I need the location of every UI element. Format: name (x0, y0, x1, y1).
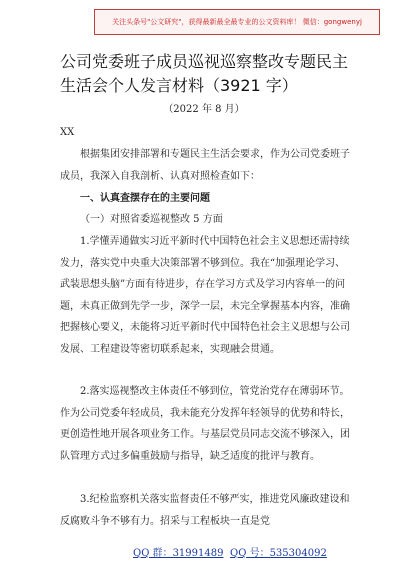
promo-banner-text: 关注头条号"公文研究"，获得最新最全最专业的公文资料库！ 微信：gongwenyj (112, 18, 362, 26)
section-heading-1: 一、认真查摆存在的主要问题 (80, 193, 210, 204)
paragraph-1: 1.学懂弄通做实习近平新时代中国特色社会主义思想还需持续发力，落实党中央重大决策部署不够到位。我在“加强理论学习、武装思想头脑”方面有待进步，存在学习方式及学习内容单一的问题，未真正做到先学一步，深学一层，未完全掌握基本内容，准确把握核心要义，未能将习近平新时代中国特色社会主义思想与公司发展、工程建设等密切联系起来，实现融会贯通。 (60, 236, 350, 355)
promo-banner (94, 9, 380, 35)
document-title: 公司党委班子成员巡视巡察整改专题民主生活会个人发言材料（3921 字） (60, 52, 349, 95)
paragraph-2: 2.落实巡视整改主体责任不够到位，管党治党存在薄弱环节。作为公司党委年轻成员，我未能充分发挥年轻领导的优势和特长，更创造性地开展各项业务工作。与基层党员同志交流不够深入，团队管理方式过多偏重鼓励与指导，缺乏适度的批评与教育。 (60, 386, 350, 462)
document-date: （2022 年 8 月） (163, 104, 245, 115)
qq-number-link[interactable]: QQ 号：535304092 (230, 548, 327, 559)
subsection-heading-1: （一）对照省委巡视整改 5 方面 (80, 214, 223, 225)
paragraph-3: 3.纪检监察机关落实监督责任不够严实，推进党风廉政建设和反腐败斗争不够有力。招采与工程板块一直是党 (60, 494, 350, 527)
intro-paragraph: 根据集团安排部署和专题民主生活会要求，作为公司党委班子成员，我深入自我剖析、认真对照检查如下： (60, 149, 350, 182)
qq-group-link[interactable]: QQ 群：31991489 (133, 548, 224, 559)
salutation: XX (60, 127, 75, 138)
